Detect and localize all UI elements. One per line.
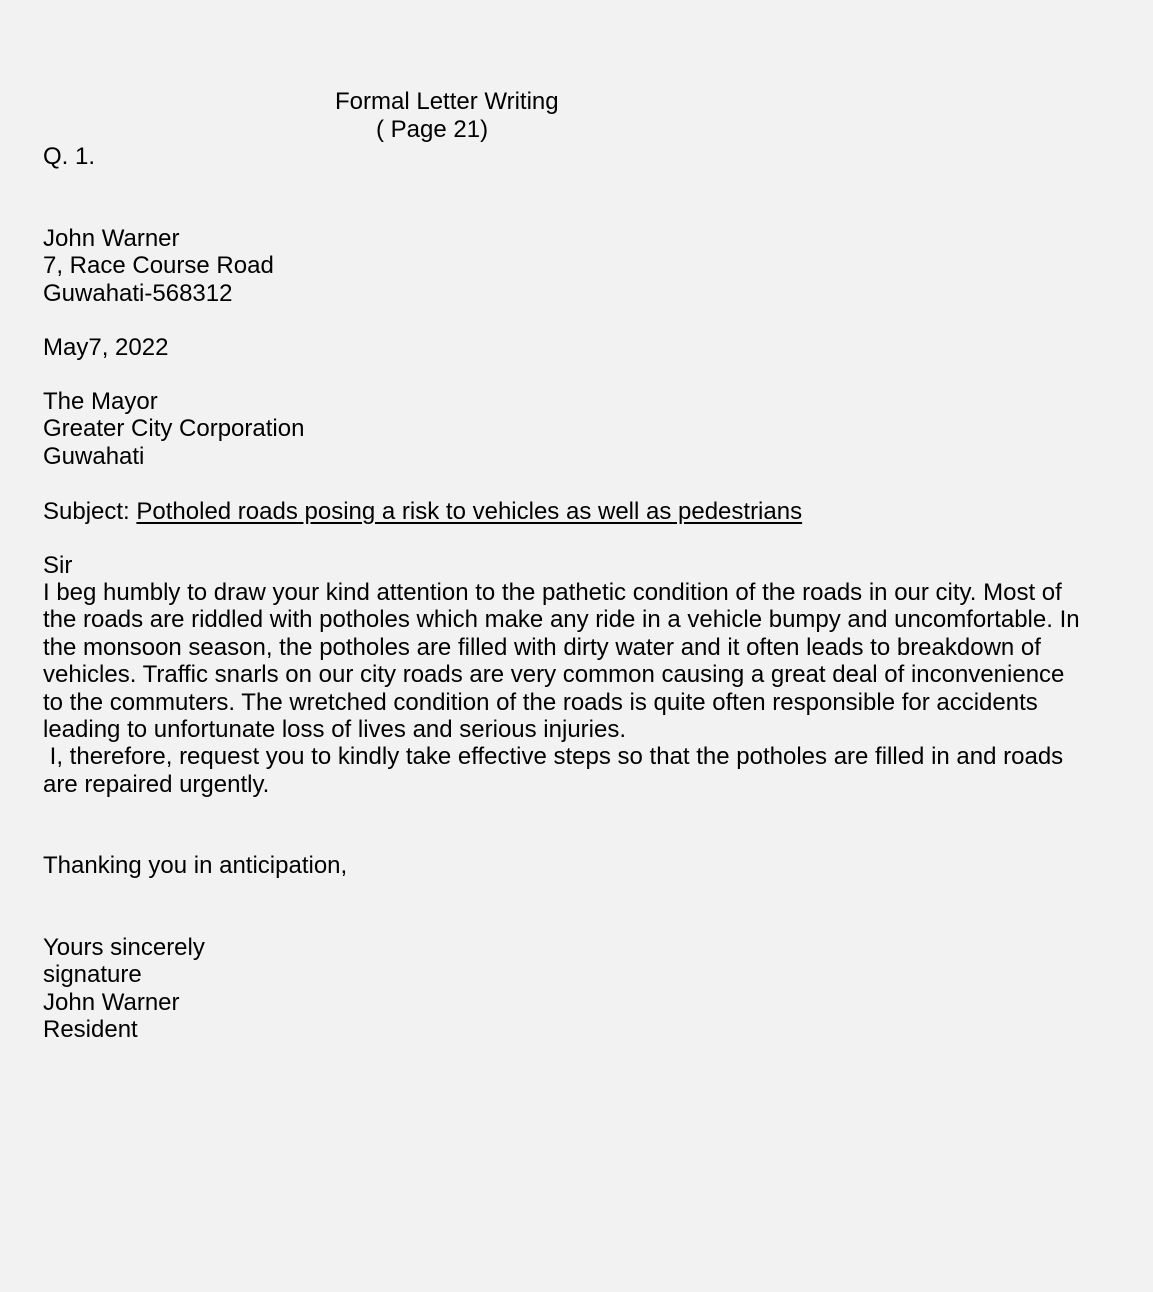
subject-label: Subject: (43, 498, 130, 525)
page-reference: ( Page 21) (376, 116, 489, 143)
body-line: leading to unfortunate loss of lives and serious injuries. (43, 715, 627, 743)
closing-thanks: Thanking you in anticipation, (43, 852, 348, 879)
recipient-organization: Greater City Corporation (43, 415, 305, 443)
body-line: to the commuters. The wretched condition of the roads is quite often responsible for accidents (43, 688, 1038, 716)
body-line: the roads are riddled with potholes which make any ride in a vehicle bumpy and uncomfortable. In (43, 606, 1080, 634)
valediction: Yours sincerely (43, 934, 205, 961)
recipient-address (43, 388, 304, 470)
question-number: Q. 1. (43, 143, 96, 170)
body-line: the monsoon season, the potholes are filled with dirty water and it often leads to breakdown of (43, 633, 1041, 661)
signatory-designation: Resident (43, 1016, 138, 1044)
signatory-name: John Warner (43, 988, 180, 1016)
body-line: I, therefore, request you to kindly take effective steps so that the potholes are filled in and roads (43, 743, 1064, 771)
signature-block (43, 934, 205, 1044)
document-title: Formal Letter Writing (335, 88, 559, 115)
subject-line (43, 498, 802, 526)
salutation: Sir (43, 552, 73, 579)
subject-text: Potholed roads posing a risk to vehicles as well as pedestrians (136, 498, 803, 525)
sender-address (43, 225, 274, 307)
letter-date: May7, 2022 (43, 334, 169, 361)
body-line: are repaired urgently. (43, 770, 270, 798)
letter-body (43, 579, 1143, 798)
sender-address-line1: 7, Race Course Road (43, 252, 274, 280)
sender-name: John Warner (43, 225, 180, 252)
body-line: I beg humbly to draw your kind attention to the pathetic condition of the roads in our city. Most of (43, 579, 1062, 606)
sender-address-line2: Guwahati-568312 (43, 279, 233, 307)
signature: signature (43, 961, 142, 989)
body-line: vehicles. Traffic snarls on our city roads are very common causing a great deal of inconvenience (43, 661, 1065, 689)
recipient-title: The Mayor (43, 388, 158, 415)
recipient-city: Guwahati (43, 442, 145, 470)
